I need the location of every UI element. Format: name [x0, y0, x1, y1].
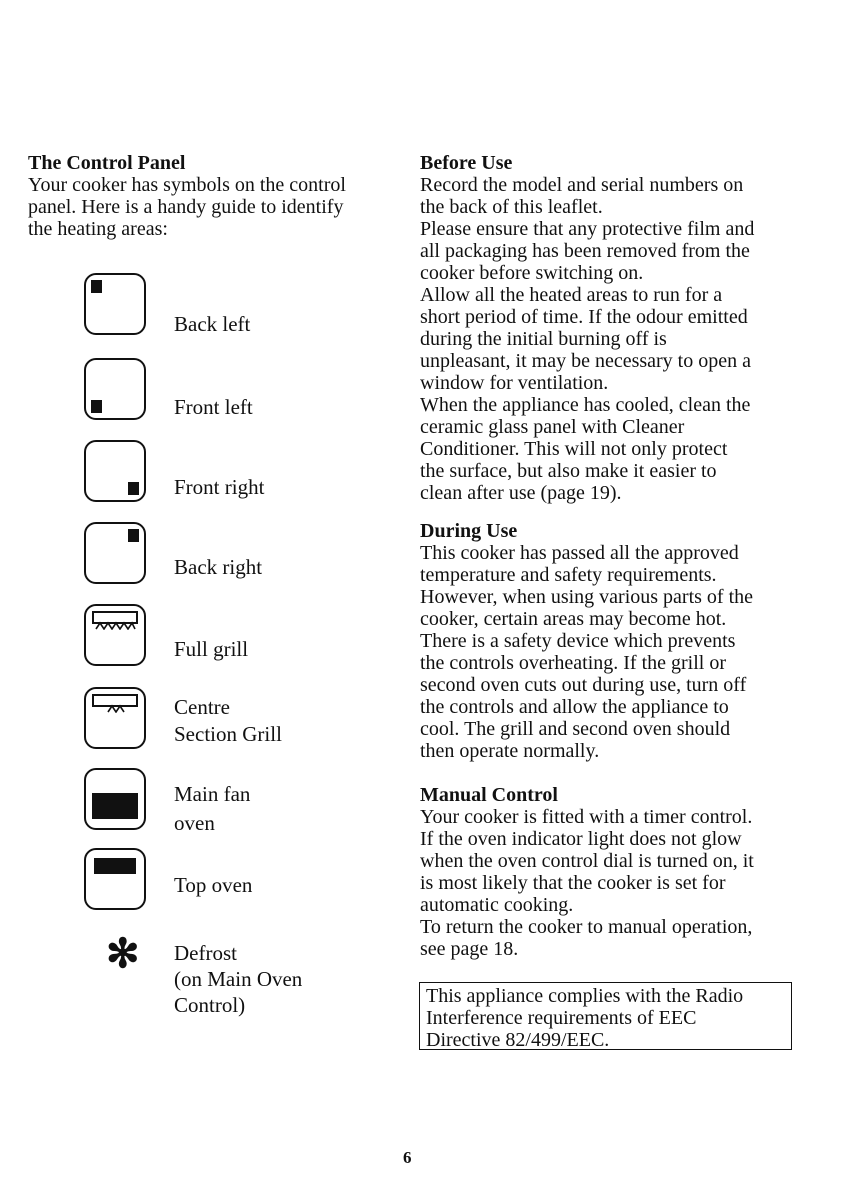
control-panel-section	[28, 152, 346, 240]
body-line: When the appliance has cooled, clean the	[420, 394, 751, 416]
body-line: the controls and allow the appliance to	[420, 696, 729, 718]
back-left-zone-icon	[84, 273, 146, 335]
intro-line: Your cooker has symbols on the control	[28, 174, 346, 196]
defrost-icon: ✻	[106, 931, 140, 976]
body-line: is most likely that the cooker is set for	[420, 872, 726, 894]
body-line: during the initial burning off is	[420, 328, 667, 350]
body-line: the controls overheating. If the grill or	[420, 652, 727, 674]
body-line: all packaging has been removed from the	[420, 240, 750, 262]
front-left-zone-icon	[84, 358, 146, 420]
label-line: Main fan	[174, 782, 251, 806]
symbol-label	[174, 694, 282, 748]
body-line: temperature and safety requirements.	[420, 564, 717, 586]
body-line: window for ventilation.	[420, 372, 609, 394]
section-heading: The Control Panel	[28, 152, 186, 174]
centre-grill-icon	[84, 687, 146, 749]
full-grill-icon	[84, 604, 146, 666]
symbol-label	[174, 780, 250, 838]
body-line: cooker, certain areas may become hot.	[420, 608, 727, 630]
body-line: This cooker has passed all the approved	[420, 542, 739, 564]
symbol-label: Top oven	[174, 873, 253, 897]
symbol-label: Front left	[174, 395, 253, 419]
body-line: cool. The grill and second oven should	[420, 718, 731, 740]
intro-line: panel. Here is a handy guide to identify	[28, 196, 344, 218]
body-line: when the oven control dial is turned on, it	[420, 850, 754, 872]
right-column	[420, 152, 754, 960]
page-number: 6	[403, 1148, 412, 1167]
body-line: unpleasant, it may be necessary to open a	[420, 350, 751, 372]
body-line: short period of time. If the odour emitted	[420, 306, 748, 328]
label-line: Section Grill	[174, 722, 282, 746]
section-heading: During Use	[420, 520, 518, 542]
body-line: clean after use (page 19).	[420, 482, 622, 504]
body-line: Allow all the heated areas to run for a	[420, 284, 723, 306]
notice-line: Interference requirements of EEC	[426, 1007, 697, 1029]
body-line: see page 18.	[420, 938, 519, 960]
body-line: the surface, but also make it easier to	[420, 460, 717, 482]
notice-line: This appliance complies with the Radio	[426, 985, 744, 1007]
label-line: Centre	[174, 695, 230, 719]
symbol-label	[174, 940, 302, 1018]
symbol-label: Back right	[174, 555, 263, 579]
body-line: There is a safety device which prevents	[420, 630, 736, 652]
top-oven-icon	[84, 848, 146, 910]
body-line: Conditioner. This will not only protect	[420, 438, 728, 460]
body-line: To return the cooker to manual operation,	[420, 916, 753, 938]
label-line: (on Main Oven	[174, 967, 303, 991]
body-line: cooker before switching on.	[420, 262, 644, 284]
symbol-label: Front right	[174, 475, 265, 499]
symbol-label: Back left	[174, 312, 251, 336]
section-heading: Manual Control	[420, 784, 558, 806]
body-line: ceramic glass panel with Cleaner	[420, 416, 685, 438]
main-fan-oven-icon	[84, 768, 146, 830]
label-line: Control)	[174, 993, 246, 1017]
body-line: then operate normally.	[420, 740, 600, 762]
front-right-zone-icon	[84, 440, 146, 502]
body-line: the back of this leaflet.	[420, 196, 603, 218]
compliance-notice-box	[419, 982, 792, 1050]
section-heading: Before Use	[420, 152, 513, 174]
intro-line: the heating areas:	[28, 218, 168, 240]
body-line: second oven cuts out during use, turn off	[420, 674, 747, 696]
body-line: Record the model and serial numbers on	[420, 174, 744, 196]
back-right-zone-icon	[84, 522, 146, 584]
body-line: If the oven indicator light does not glow	[420, 828, 742, 850]
label-line: oven	[174, 811, 215, 835]
body-line: However, when using various parts of the	[420, 586, 754, 608]
body-line: automatic cooking.	[420, 894, 574, 916]
body-line: Your cooker is fitted with a timer control.	[420, 806, 753, 828]
label-line: Defrost	[174, 941, 237, 965]
notice-line: Directive 82/499/EEC.	[426, 1029, 610, 1051]
body-line: Please ensure that any protective film and	[420, 218, 755, 240]
symbol-label: Full grill	[174, 637, 249, 661]
